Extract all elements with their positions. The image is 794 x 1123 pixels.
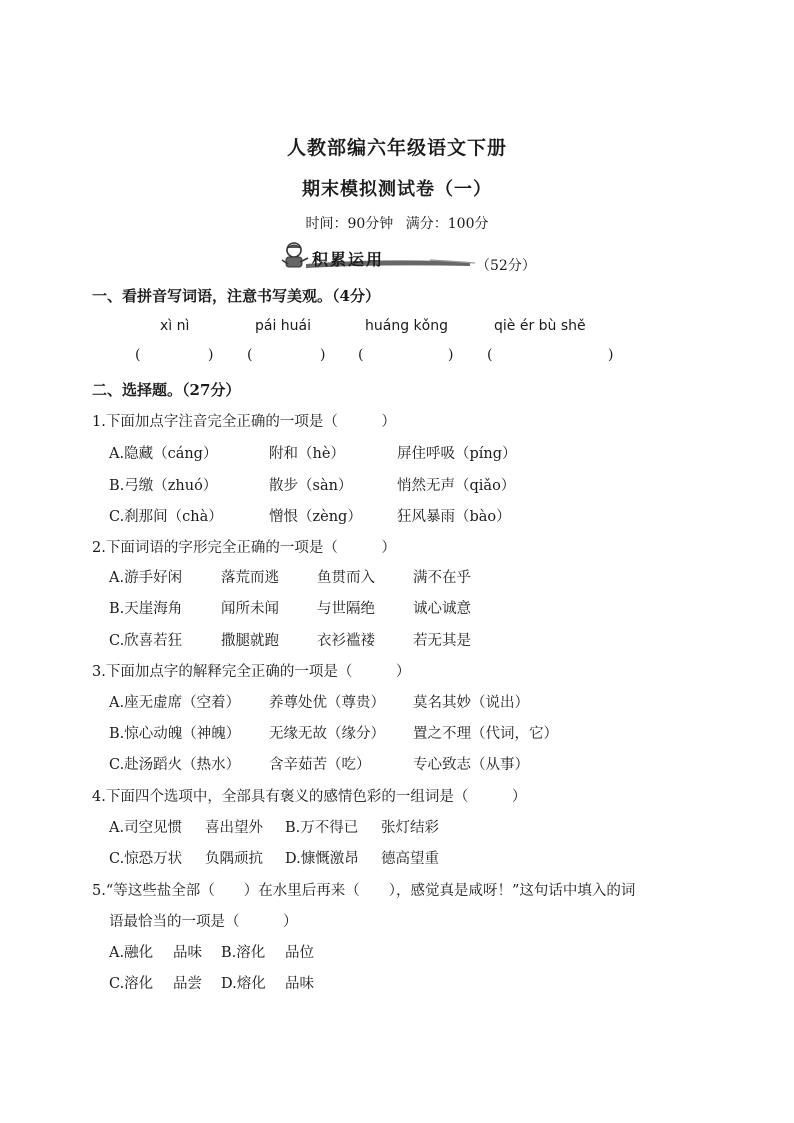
answer-blank-3-open: ( xyxy=(358,347,364,363)
q4-option-c-1: C.惊恐万状 xyxy=(109,851,183,867)
q5-option-d-2: 品味 xyxy=(285,976,314,992)
q3-option-a-3: 莫名其妙（说出） xyxy=(413,695,529,711)
q2-option-b-2: 闻所未闻 xyxy=(221,601,279,617)
q1-option-c-3: 狂风暴雨（bào） xyxy=(397,509,511,525)
q4-option-d-2: 德高望重 xyxy=(381,851,439,867)
q2-option-b-4: 诚心诚意 xyxy=(413,601,471,617)
section-banner-score: （52分） xyxy=(476,258,536,274)
q1-option-a-1: A.隐藏（cáng） xyxy=(109,446,218,462)
q5-option-b-2: 品位 xyxy=(285,945,314,961)
question-4-stem: 4.下面四个选项中，全部具有褒义的感情色彩的一组词是（ ） xyxy=(92,789,527,805)
answer-blank-1-close: ) xyxy=(208,347,214,363)
q2-option-c-4: 若无其是 xyxy=(413,633,471,649)
q3-option-b-1: B.惊心动魄（神魄） xyxy=(109,726,241,742)
pinyin-2: pái huái xyxy=(255,318,312,334)
q1-option-a-2: 附和（hè） xyxy=(269,446,345,462)
q4-option-a-2: 喜出望外 xyxy=(205,820,263,836)
q5-option-a-1: A.融化 xyxy=(109,945,154,961)
pinyin-4: qiè ér bù shě xyxy=(494,318,586,334)
exam-time: 时间：90分钟 xyxy=(305,216,394,232)
q2-option-c-1: C.欣喜若狂 xyxy=(109,633,183,649)
q2-option-a-1: A.游手好闲 xyxy=(109,570,183,586)
pinyin-1: xì nì xyxy=(160,318,190,334)
answer-blank-4-close: ) xyxy=(608,347,614,363)
answer-blank-2-close: ) xyxy=(320,347,326,363)
q2-option-b-3: 与世隔绝 xyxy=(317,601,375,617)
part1-heading: 一、看拼音写词语，注意书写美观。（4分） xyxy=(92,287,380,305)
q1-option-b-3: 悄然无声（qiǎo） xyxy=(397,478,516,494)
q4-option-c-2: 负隅顽抗 xyxy=(205,851,263,867)
cartoon-figure-icon xyxy=(282,243,308,267)
q5-option-b-1: B.溶化 xyxy=(221,945,266,961)
q4-option-a-1: A.司空见惯 xyxy=(109,820,183,836)
q1-option-c-1: C.刹那间（chà） xyxy=(109,509,223,525)
answer-blank-3-close: ) xyxy=(448,347,454,363)
q1-option-b-2: 散步（sàn） xyxy=(269,478,353,494)
question-5-stem-cont: 语最恰当的一项是（ ） xyxy=(109,914,298,930)
q3-option-a-2: 养尊处优（尊贵） xyxy=(269,695,385,711)
q5-option-c-2: 品尝 xyxy=(173,976,202,992)
q3-option-b-3: 置之不理（代词，它） xyxy=(413,726,558,742)
q3-option-b-2: 无缘无故（缘分） xyxy=(269,726,385,742)
q2-option-a-2: 落荒而逃 xyxy=(221,570,279,586)
question-3-stem: 3.下面加点字的解释完全正确的一项是（ ） xyxy=(92,664,411,680)
question-1-stem: 1.下面加点字注音完全正确的一项是（ ） xyxy=(92,414,396,430)
exam-meta xyxy=(0,213,794,233)
q1-option-a-3: 屏住呼吸（píng） xyxy=(397,446,517,462)
pinyin-3: huáng kǒng xyxy=(365,318,448,334)
answer-blank-1-open: ( xyxy=(135,347,141,363)
answer-blank-4-open: ( xyxy=(487,347,493,363)
q2-option-b-1: B.天崖海角 xyxy=(109,601,183,617)
section-banner-label: 积累运用 xyxy=(312,250,385,269)
q3-option-c-3: 专心致志（从事） xyxy=(413,757,529,773)
q2-option-a-3: 鱼贯而入 xyxy=(317,570,375,586)
question-2-stem: 2.下面词语的字形完全正确的一项是（ ） xyxy=(92,540,396,556)
q3-option-c-2: 含辛茹苦（吃） xyxy=(269,757,371,773)
q2-option-a-4: 满不在乎 xyxy=(413,570,471,586)
q5-option-a-2: 品味 xyxy=(173,945,202,961)
q5-option-c-1: C.溶化 xyxy=(109,976,154,992)
q2-option-c-3: 衣衫褴褛 xyxy=(317,633,375,649)
q1-option-c-2: 憎恨（zèng） xyxy=(269,509,362,525)
exam-score: 满分：100分 xyxy=(405,216,489,232)
part2-heading: 二、选择题。（27分） xyxy=(92,381,241,399)
q4-option-b-1: B.万不得已 xyxy=(285,820,359,836)
q5-option-d-1: D.熔化 xyxy=(221,976,266,992)
q2-option-c-2: 撒腿就跑 xyxy=(221,633,279,649)
document-subtitle: 期末模拟测试卷（一） xyxy=(302,179,492,200)
q4-option-d-1: D.慷慨激昂 xyxy=(285,851,359,867)
q3-option-a-1: A.座无虚席（空着） xyxy=(109,695,241,711)
q4-option-b-2: 张灯结彩 xyxy=(381,820,439,836)
q3-option-c-1: C.赴汤蹈火（热水） xyxy=(109,757,241,773)
answer-blank-2-open: ( xyxy=(247,347,253,363)
q1-option-b-1: B.弓缴（zhuó） xyxy=(109,478,218,494)
question-5-stem: 5.“等这些盐全部（ ）在水里后再来（ ），感觉真是咸呀！”这句话中填入的词 xyxy=(92,883,636,899)
document-title: 人教部编六年级语文下册 xyxy=(286,137,507,159)
